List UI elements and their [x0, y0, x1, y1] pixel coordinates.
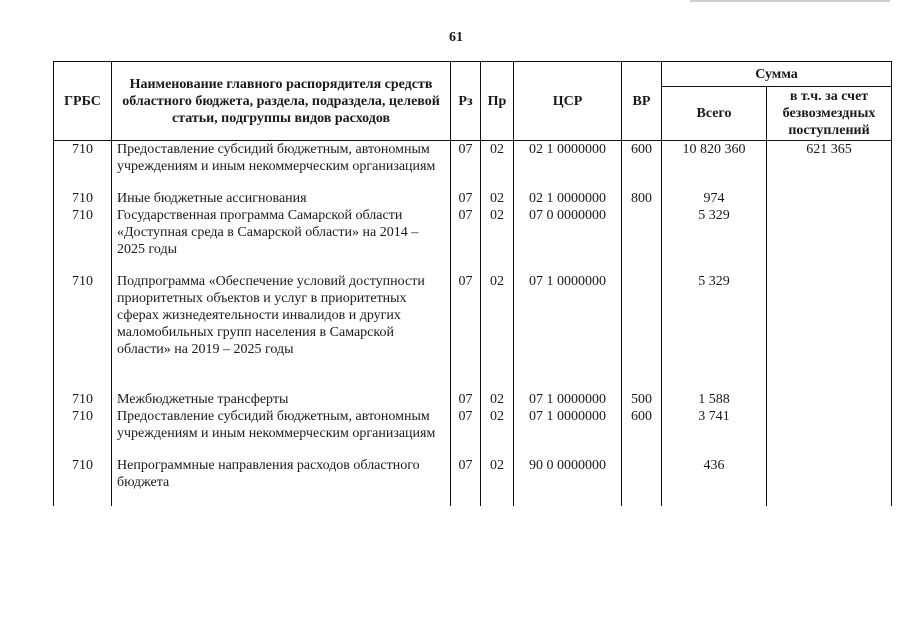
cell-csr: 07 1 0000000 [514, 408, 622, 457]
cell-rz: 07 [451, 141, 481, 191]
cell-vr: 600 [622, 141, 662, 191]
cell-rz: 07 [451, 457, 481, 506]
cell-grbs: 710 [54, 408, 112, 457]
cell-vr: 800 [622, 190, 662, 207]
cell-vr [622, 273, 662, 391]
cell-rz: 07 [451, 207, 481, 273]
cell-free: 621 365 [767, 141, 892, 191]
cell-rz: 07 [451, 273, 481, 391]
cell-total: 5 329 [662, 273, 767, 391]
cell-name: Иные бюджетные ассигнования [112, 190, 451, 207]
table-header [54, 62, 892, 141]
cell-pr: 02 [481, 141, 514, 191]
cell-free [767, 190, 892, 207]
header-pr: Пр [481, 62, 514, 141]
cell-csr: 90 0 0000000 [514, 457, 622, 506]
budget-table [53, 61, 892, 506]
cell-rz: 07 [451, 190, 481, 207]
cell-grbs: 710 [54, 190, 112, 207]
cell-rz: 07 [451, 391, 481, 408]
header-vr: ВР [622, 62, 662, 141]
cell-vr: 500 [622, 391, 662, 408]
cell-grbs: 710 [54, 457, 112, 506]
cell-rz: 07 [451, 408, 481, 457]
table-row [54, 207, 892, 273]
cell-name: Предоставление субсидий бюджетным, автономным учреждениям и иным некоммерческим организациям [112, 141, 451, 191]
cell-free [767, 457, 892, 506]
page-number: 61 [449, 30, 463, 45]
cell-vr [622, 457, 662, 506]
cell-pr: 02 [481, 391, 514, 408]
header-rz: Рз [451, 62, 481, 141]
header-sum: Сумма [662, 62, 892, 87]
cell-csr: 07 1 0000000 [514, 391, 622, 408]
cell-vr: 600 [622, 408, 662, 457]
cell-total: 974 [662, 190, 767, 207]
cell-total: 1 588 [662, 391, 767, 408]
cell-csr: 07 1 0000000 [514, 273, 622, 391]
cell-vr [622, 207, 662, 273]
cell-pr: 02 [481, 408, 514, 457]
header-csr: ЦСР [514, 62, 622, 141]
cell-total: 5 329 [662, 207, 767, 273]
cell-grbs: 710 [54, 141, 112, 191]
cell-name: Подпрограмма «Обеспечение условий доступности приоритетных объектов и услуг в приоритетных сферах жизнедеятельности инвалидов и других маломобильных групп населения в Самарской области» на 2019 – 2025 годы [112, 273, 451, 391]
cell-name: Межбюджетные трансферты [112, 391, 451, 408]
cell-name: Государственная программа Самарской области «Доступная среда в Самарской области» на 2014 – 2025 годы [112, 207, 451, 273]
cell-name: Непрограммные направления расходов областного бюджета [112, 457, 451, 506]
table-body [54, 141, 892, 507]
cell-grbs: 710 [54, 273, 112, 391]
cell-csr: 02 1 0000000 [514, 141, 622, 191]
table-row [54, 273, 892, 391]
cell-free [767, 207, 892, 273]
table-row [54, 457, 892, 506]
cell-total: 436 [662, 457, 767, 506]
cell-csr: 02 1 0000000 [514, 190, 622, 207]
cell-name: Предоставление субсидий бюджетным, автономным учреждениям и иным некоммерческим организациям [112, 408, 451, 457]
cell-total: 3 741 [662, 408, 767, 457]
cell-free [767, 391, 892, 408]
cell-pr: 02 [481, 273, 514, 391]
cell-grbs: 710 [54, 391, 112, 408]
cell-csr: 07 0 0000000 [514, 207, 622, 273]
cell-total: 10 820 360 [662, 141, 767, 191]
cell-free [767, 273, 892, 391]
table-row [54, 391, 892, 408]
table-row [54, 408, 892, 457]
cell-pr: 02 [481, 190, 514, 207]
cell-grbs: 710 [54, 207, 112, 273]
header-name: Наименование главного распорядителя средств областного бюджета, раздела, подраздела, целевой статьи, подгруппы видов расходов [112, 62, 451, 141]
table-row [54, 190, 892, 207]
header-free: в т.ч. за счет безвозмездных поступлений [767, 87, 892, 141]
scan-artifact-line [690, 0, 890, 2]
header-grbs: ГРБС [54, 62, 112, 141]
cell-pr: 02 [481, 207, 514, 273]
cell-pr: 02 [481, 457, 514, 506]
header-total: Всего [662, 87, 767, 141]
cell-free [767, 408, 892, 457]
table-row [54, 141, 892, 191]
